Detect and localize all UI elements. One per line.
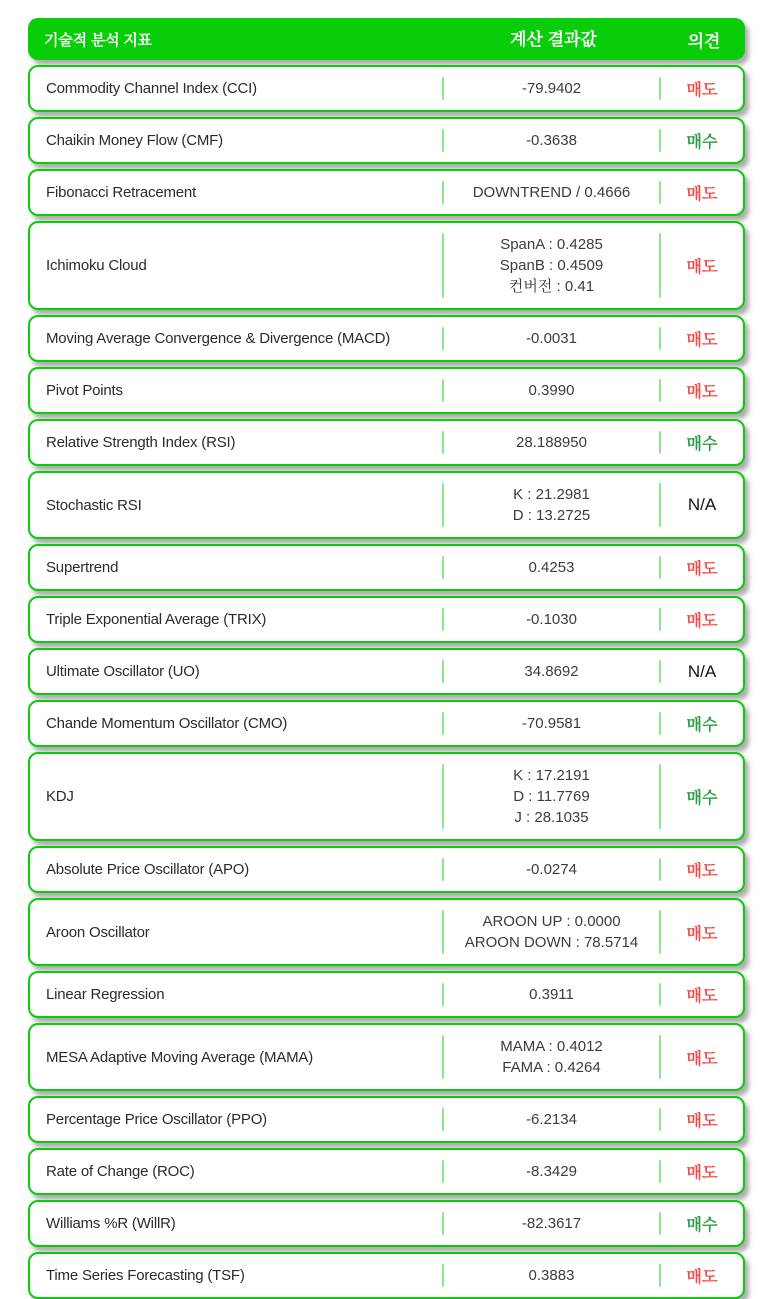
table-header bbox=[28, 18, 745, 60]
indicator-name: Williams %R (WillR) bbox=[46, 1215, 176, 1232]
indicator-value bbox=[444, 171, 659, 214]
indicator-row bbox=[28, 419, 745, 466]
value-line: -0.3638 bbox=[526, 132, 577, 149]
value-line: -0.1030 bbox=[526, 611, 577, 628]
value-line: 컨버전 : 0.41 bbox=[508, 278, 595, 295]
indicator-value bbox=[444, 1202, 659, 1245]
value-line: 0.3883 bbox=[528, 1267, 575, 1284]
indicator-row bbox=[28, 169, 745, 216]
indicator-value bbox=[444, 317, 659, 360]
value-line: -0.0031 bbox=[526, 330, 577, 347]
indicator-row bbox=[28, 367, 745, 414]
indicator-value bbox=[444, 973, 659, 1016]
header-indicator-column: 기술적 분석 지표 bbox=[44, 31, 152, 49]
indicator-row bbox=[28, 846, 745, 893]
indicator-name: Triple Exponential Average (TRIX) bbox=[46, 611, 267, 628]
indicator-name: MESA Adaptive Moving Average (MAMA) bbox=[46, 1048, 314, 1066]
opinion-label: 매도 bbox=[686, 1165, 718, 1182]
value-line: -79.9402 bbox=[521, 80, 582, 97]
opinion-label: 매도 bbox=[686, 988, 718, 1005]
indicator-name: Fibonacci Retracement bbox=[46, 184, 197, 201]
value-line: -82.3617 bbox=[521, 1215, 582, 1232]
indicator-name: Moving Average Convergence & Divergence (MACD) bbox=[46, 330, 391, 347]
header-opinion-column: 의견 bbox=[687, 31, 721, 51]
opinion-label: 매수 bbox=[686, 436, 718, 453]
opinion-label: 매도 bbox=[686, 259, 718, 276]
value-line: K : 21.2981 bbox=[513, 486, 590, 503]
opinion-label: 매도 bbox=[686, 863, 718, 880]
indicator-value bbox=[444, 67, 659, 110]
indicator-value bbox=[444, 754, 659, 839]
indicator-row bbox=[28, 971, 745, 1018]
indicator-row bbox=[28, 898, 745, 966]
indicator-row bbox=[28, 544, 745, 591]
indicator-row bbox=[28, 221, 745, 310]
indicator-value bbox=[444, 650, 659, 693]
opinion-label: 매도 bbox=[686, 1050, 718, 1068]
indicator-name: Chande Momentum Oscillator (CMO) bbox=[46, 715, 288, 732]
indicator-row bbox=[28, 65, 745, 112]
value-line: -70.9581 bbox=[521, 715, 582, 732]
indicator-row bbox=[28, 700, 745, 747]
indicator-value bbox=[444, 848, 659, 891]
value-line: 28.188950 bbox=[516, 434, 587, 451]
indicator-name: Relative Strength Index (RSI) bbox=[46, 434, 236, 451]
indicator-row bbox=[28, 1252, 745, 1299]
indicator-value bbox=[444, 369, 659, 412]
value-line: AROON DOWN : 78.5714 bbox=[464, 934, 639, 951]
indicator-name: Aroon Oscillator bbox=[46, 923, 150, 941]
technical-analysis-table bbox=[28, 18, 745, 1299]
opinion-label: 매수 bbox=[686, 1217, 718, 1234]
opinion-label: 매도 bbox=[686, 925, 718, 943]
value-line: SpanA : 0.4285 bbox=[500, 236, 603, 253]
indicator-name: Percentage Price Oscillator (PPO) bbox=[46, 1111, 267, 1128]
opinion-label: 매도 bbox=[686, 82, 718, 99]
opinion-label: 매도 bbox=[686, 332, 718, 349]
indicator-name: Ichimoku Cloud bbox=[46, 257, 147, 274]
value-line: 0.4253 bbox=[528, 559, 575, 576]
value-line: AROON UP : 0.0000 bbox=[482, 913, 621, 930]
opinion-label: 매수 bbox=[686, 790, 718, 807]
indicator-value bbox=[444, 1150, 659, 1193]
value-line: MAMA : 0.4012 bbox=[500, 1038, 603, 1055]
indicator-value bbox=[444, 421, 659, 464]
opinion-label: 매도 bbox=[686, 186, 718, 203]
indicator-value bbox=[444, 1098, 659, 1141]
indicator-row bbox=[28, 1200, 745, 1247]
value-line: K : 17.2191 bbox=[513, 767, 590, 784]
opinion-label: 매도 bbox=[686, 613, 718, 630]
opinion-label: 매도 bbox=[686, 561, 718, 578]
indicator-row bbox=[28, 1096, 745, 1143]
value-line: 0.3990 bbox=[528, 382, 575, 399]
value-line: J : 28.1035 bbox=[514, 809, 589, 826]
indicator-name: Pivot Points bbox=[46, 382, 123, 399]
indicator-value bbox=[444, 900, 659, 964]
opinion-label: 매도 bbox=[686, 384, 718, 401]
value-line: D : 13.2725 bbox=[512, 507, 591, 524]
indicator-value bbox=[444, 223, 659, 308]
indicator-value bbox=[444, 598, 659, 641]
value-line: DOWNTREND / 0.4666 bbox=[472, 184, 631, 201]
indicator-value bbox=[444, 119, 659, 162]
opinion-label: 매수 bbox=[686, 134, 718, 151]
value-line: -0.0274 bbox=[526, 861, 577, 878]
value-line: SpanB : 0.4509 bbox=[499, 257, 604, 274]
value-line: FAMA : 0.4264 bbox=[502, 1059, 601, 1076]
indicator-name: Linear Regression bbox=[46, 986, 165, 1003]
opinion-label: 매도 bbox=[686, 1269, 718, 1286]
header-value-column: 계산 결과값 bbox=[510, 29, 597, 49]
value-line: -6.2134 bbox=[526, 1111, 577, 1128]
opinion-label: N/A bbox=[687, 661, 717, 681]
indicator-name: Stochastic RSI bbox=[46, 496, 142, 514]
indicator-row bbox=[28, 648, 745, 695]
indicator-row bbox=[28, 752, 745, 841]
indicator-value bbox=[444, 1025, 659, 1089]
opinion-label: 매수 bbox=[686, 717, 718, 734]
indicator-value bbox=[444, 702, 659, 745]
value-line: D : 11.7769 bbox=[513, 788, 590, 805]
indicator-name: Supertrend bbox=[46, 559, 119, 576]
indicator-row bbox=[28, 1023, 745, 1091]
indicator-name: Absolute Price Oscillator (APO) bbox=[46, 861, 250, 878]
value-line: 34.8692 bbox=[524, 663, 579, 680]
indicator-name: Ultimate Oscillator (UO) bbox=[46, 663, 200, 680]
indicator-row bbox=[28, 471, 745, 539]
value-line: 0.3911 bbox=[529, 986, 574, 1003]
indicator-row bbox=[28, 1148, 745, 1195]
indicator-value bbox=[444, 1254, 659, 1297]
indicator-name: Commodity Channel Index (CCI) bbox=[46, 80, 257, 97]
indicator-row bbox=[28, 117, 745, 164]
indicator-name: KDJ bbox=[46, 788, 74, 805]
value-line: -8.3429 bbox=[526, 1163, 577, 1180]
indicator-value bbox=[444, 546, 659, 589]
indicator-row bbox=[28, 596, 745, 643]
opinion-label: 매도 bbox=[686, 1113, 718, 1130]
indicator-value bbox=[444, 473, 659, 537]
indicator-name: Rate of Change (ROC) bbox=[46, 1163, 195, 1180]
indicator-name: Time Series Forecasting (TSF) bbox=[46, 1267, 245, 1284]
opinion-label: N/A bbox=[687, 495, 717, 514]
indicator-name: Chaikin Money Flow (CMF) bbox=[46, 132, 223, 149]
indicator-row bbox=[28, 315, 745, 362]
